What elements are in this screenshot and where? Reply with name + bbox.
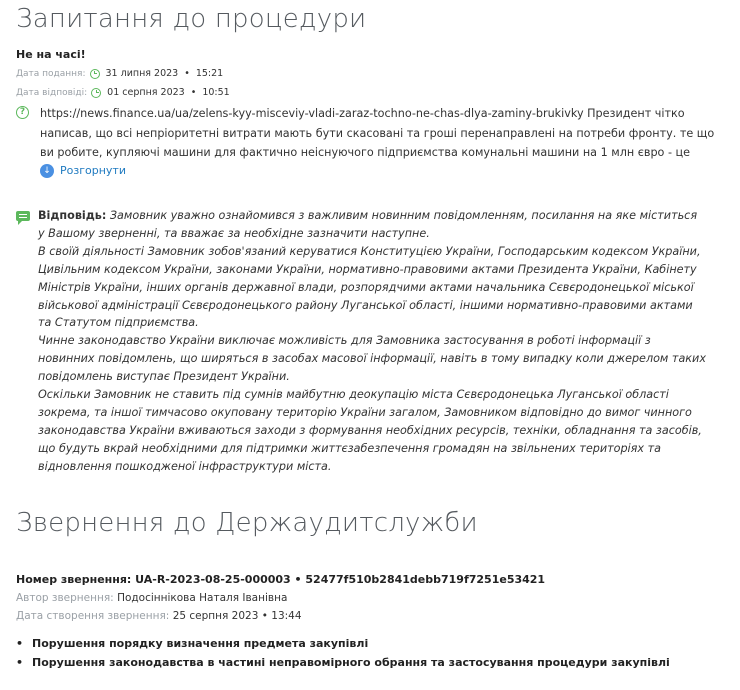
arrow-down-icon: ↓ [40, 164, 54, 178]
answer-label: Відповідь: [38, 209, 107, 222]
author-name: Подосіннікова Наталя Іванівна [117, 592, 288, 604]
list-item: • Порушення порядку визначення предмета закупівлі [16, 634, 670, 653]
chat-icon [16, 211, 30, 221]
clock-icon [90, 69, 100, 79]
question-body [16, 104, 716, 178]
submitted-date-label: Дата подання: [16, 68, 86, 79]
answered-date-row [16, 87, 230, 98]
answer-paragraph: Оскільки Замовник не ставить під сумнів майбутню деокупацію міста Сєвєродонецька Луганської області зокрема, та іншої тимчасово окуповану територію України загалом, Замовником відповідно до вимог чинного законодавства України вживаються заходи з формування необхідних ресурсів, техніки, обладнання та засобів, що будуть вкрай необхідними для підтримки життєзабезпечення громадян на звільнених територіях та відновлення пошкодженої інфраструктури міста. [38, 388, 702, 473]
submitted-date-row [16, 68, 223, 79]
answer-paragraph-text: Замовник уважно ознайомився з важливим новинним повідомленням, посилання на яке міститься у Вашому зверненні, та вважає за необхідне зазначити наступне. [38, 209, 698, 240]
appeal-created-row [16, 610, 302, 622]
question-subject: Не на часі! [16, 48, 86, 61]
question-icon: ? [16, 106, 29, 119]
date-separator: • [184, 68, 190, 79]
answer-paragraph [38, 207, 706, 243]
submitted-time: 15:21 [195, 68, 224, 79]
created-label: Дата створення звернення: [16, 610, 170, 622]
question-section-title: Запитання до процедури [16, 4, 367, 34]
date-separator: • [190, 87, 197, 98]
answer-block [16, 207, 706, 476]
answer-text [38, 207, 706, 476]
answered-date: 01 серпня 2023 [107, 87, 185, 98]
audit-section-title: Звернення до Держаудитслужби [16, 508, 478, 538]
author-label: Автор звернення: [16, 592, 114, 604]
clock-icon [91, 88, 101, 98]
list-item: • Порушення законодавства в частині неправомірного обрання та застосування процедури закупівлі [16, 653, 670, 672]
appeal-author-row [16, 592, 287, 604]
submitted-date: 31 липня 2023 [105, 68, 179, 79]
answered-date-label: Дата відповіді: [16, 87, 88, 98]
answered-time: 10:51 [202, 87, 230, 98]
appeal-number: Номер звернення: UA-R-2023-08-25-000003 • 52477f510b2841debb719f7251e53421 [16, 573, 546, 586]
question-text: https://news.finance.ua/ua/zelens-kyy-misceviy-vladi-zaraz-tochno-ne-chas-dlya-zaminy-brukivky Президент чітко написав, що всі непріоритетні витрати мають бути скасовані та гроші перенаправлені на потреби фронту. те що ви робите, купляючі машини для фактично неіснуючого підприємства комунальні машини на 1 млн євро - це [40, 107, 715, 159]
violations-list [16, 634, 670, 672]
expand-label: Розгорнути [60, 164, 126, 177]
created-value: 25 серпня 2023 • 13:44 [172, 610, 302, 622]
expand-button[interactable] [40, 164, 716, 178]
answer-paragraph: В своїй діяльності Замовник зобов'язаний керуватися Конституцією України, Господарським кодексом України, Цивільним кодексом України, законами України, нормативно-правовими актами Президента України, Кабінету Міністрів України, інших органів державної влади, розпорядчими актами начальника Сєвєродонецької міської військової адміністрації Сєвєродонецького району Луганської області, іншими нормативно-правовими актами та Статутом підприємства. [38, 244, 701, 330]
answer-paragraph: Чинне законодавство України виключає можливість для Замовника застосування в роботі інформації з новинних повідомлень, що ширяться в засобах масової інформації, навіть в тому випадку коли джерелом таких повідомлень виступає Президент України. [38, 334, 706, 384]
